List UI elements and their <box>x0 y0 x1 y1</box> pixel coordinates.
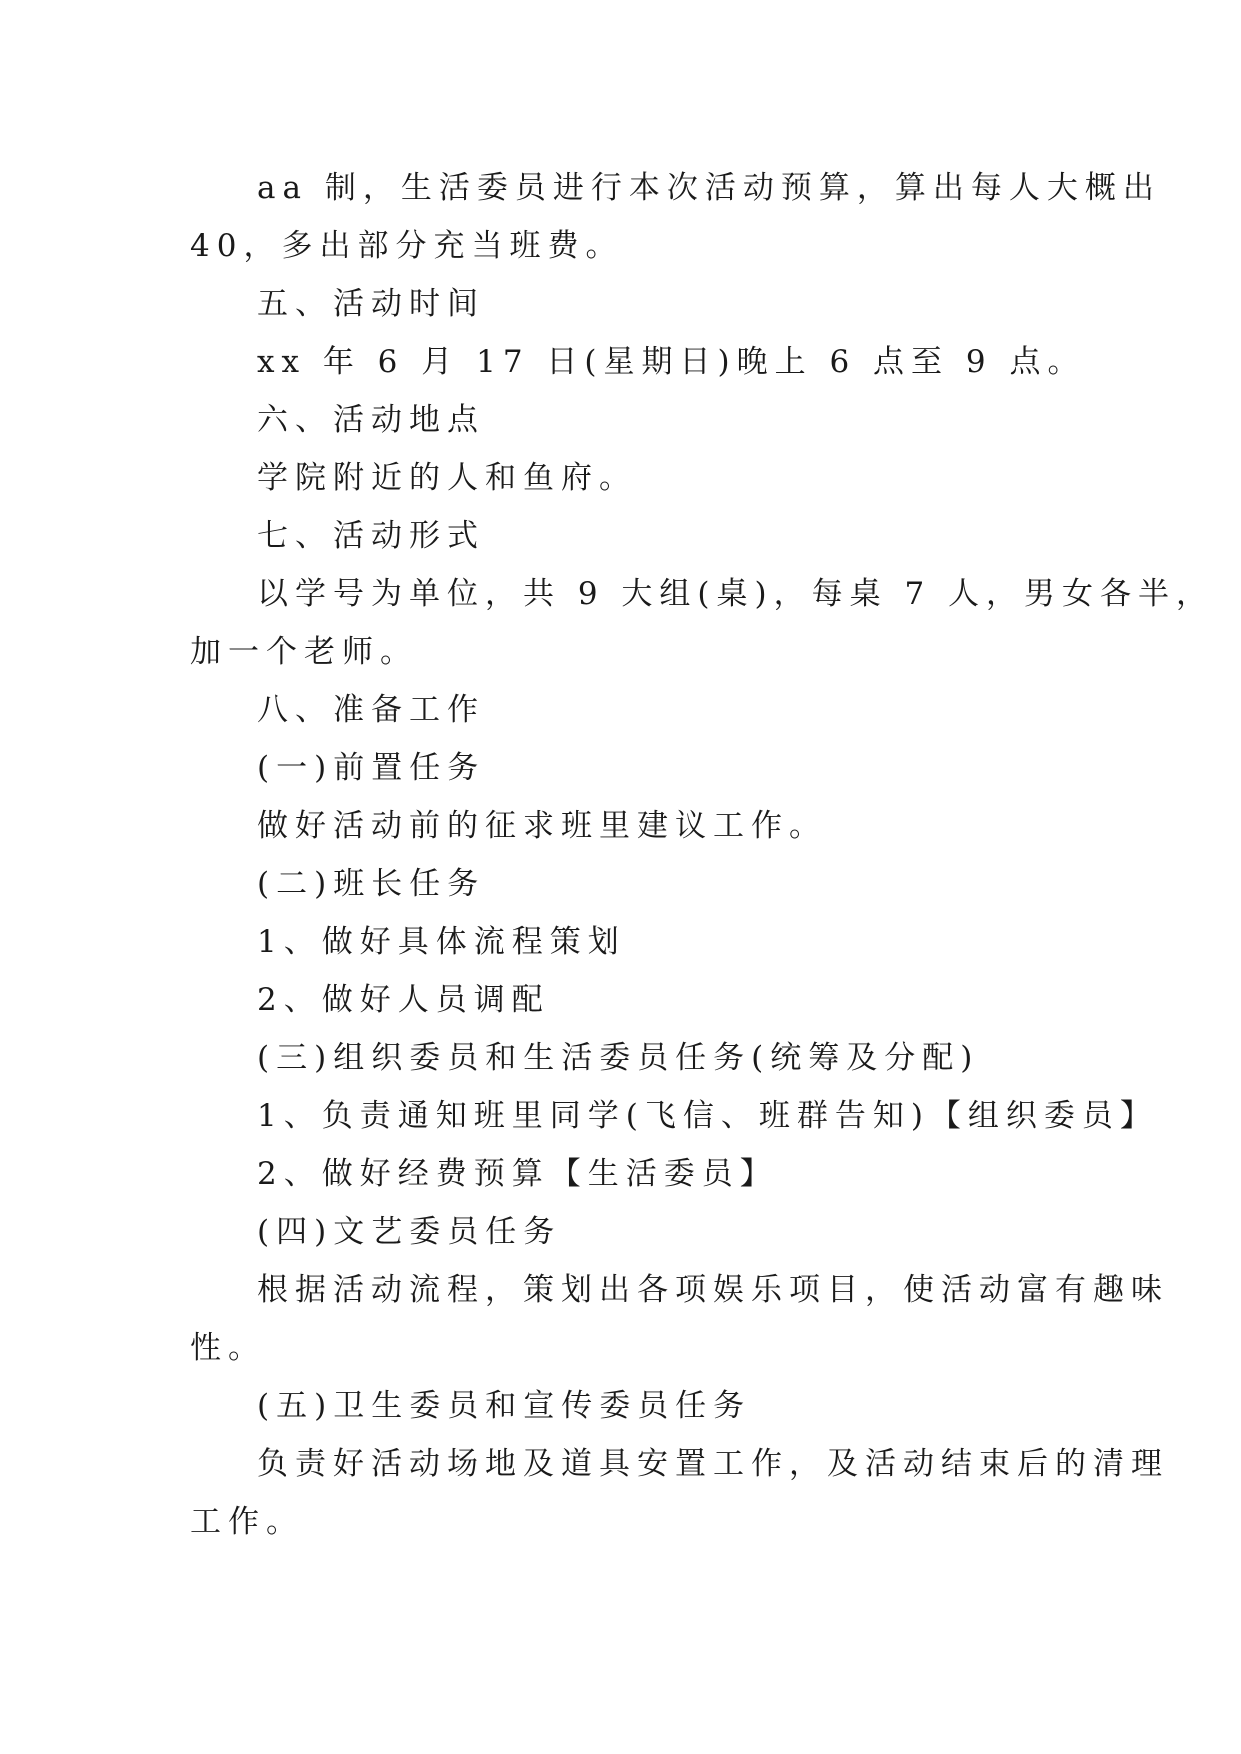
list-item: 1、负责通知班里同学(飞信、班群告知)【组织委员】 <box>257 1098 1158 1134</box>
subsection-heading: (四)文艺委员任务 <box>257 1214 562 1250</box>
subsection-heading: (一)前置任务 <box>257 750 486 786</box>
paragraph-line: 根据活动流程，策划出各项娱乐项目，使活动富有趣味 <box>257 1272 1169 1308</box>
list-item: 2、做好人员调配 <box>257 982 550 1018</box>
section-heading: 七、活动形式 <box>257 518 485 554</box>
paragraph-line: 40，多出部分充当班费。 <box>190 228 624 264</box>
paragraph-line: 性。 <box>190 1330 266 1366</box>
section-heading: 八、准备工作 <box>257 692 485 728</box>
paragraph-line: 加一个老师。 <box>190 634 418 670</box>
subsection-heading: (二)班长任务 <box>257 866 486 902</box>
paragraph-line: aa 制，生活委员进行本次活动预算，算出每人大概出 <box>257 170 1161 206</box>
paragraph-line: 做好活动前的征求班里建议工作。 <box>257 808 827 844</box>
paragraph-line: 学院附近的人和鱼府。 <box>257 460 637 496</box>
section-heading: 五、活动时间 <box>257 286 485 322</box>
paragraph-line: xx 年 6 月 17 日(星期日)晚上 6 点至 9 点。 <box>257 344 1086 380</box>
paragraph-line: 以学号为单位，共 9 大组(桌)，每桌 7 人，男女各半， <box>257 576 1215 612</box>
subsection-heading: (五)卫生委员和宣传委员任务 <box>257 1388 752 1424</box>
list-item: 2、做好经费预算【生活委员】 <box>257 1156 778 1192</box>
paragraph-line: 工作。 <box>190 1504 304 1540</box>
list-item: 1、做好具体流程策划 <box>257 924 626 960</box>
section-heading: 六、活动地点 <box>257 402 485 438</box>
paragraph-line: 负责好活动场地及道具安置工作，及活动结束后的清理 <box>257 1446 1169 1482</box>
subsection-heading: (三)组织委员和生活委员任务(统筹及分配) <box>257 1040 980 1076</box>
